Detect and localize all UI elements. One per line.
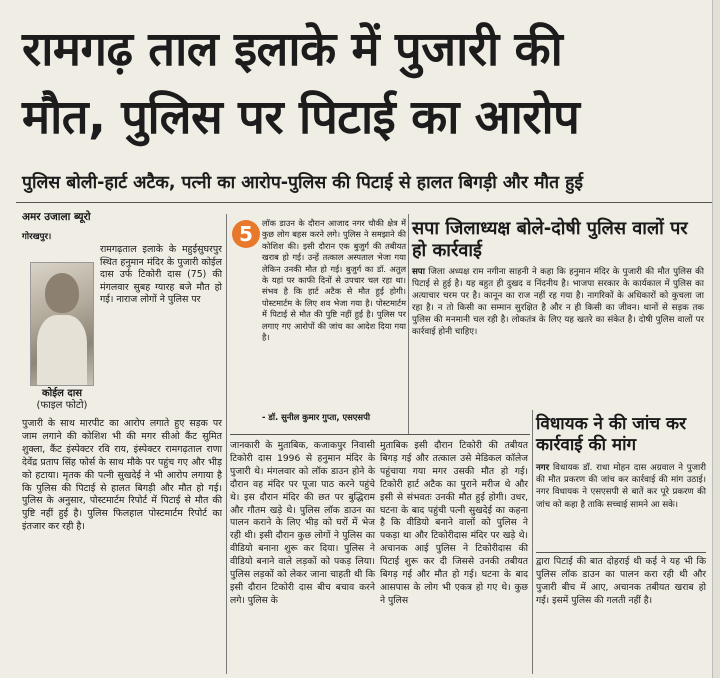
sp-president-body — [412, 266, 704, 338]
column-3-body: मुताबिक इसी दौरान टिकोरी की तबीयत बिगड़ गई और तत्काल उसे मेडिकल कॉलेज पहुंचाया गया मगर उसकी मौत हो गई। टिकोरी हार्ट अटैक का पुराने मरीज थे और इसी से संभवतः उनकी मौत हुई होगी। उधर, घटना के बाद पहुंची पत्नी सुखदेई का कहना है कि वीडियो बनाने वालों को पुलिस ने पकड़ा था और टिकोरीदास मंदिर पर खड़े थे। अचानक आई पुलिस ने टिकोरीदास की पिटाई शुरू कर दी जिससे उनकी तबीयत बिगड़ गई और मौत हो गई। घटना के बाद आसपास के लोग भी एकत्र हो गए थे। कुछ ने पुलिस — [380, 440, 528, 606]
mla-headline: विधायक ने की जांच कर कार्रवाई की मांग — [536, 414, 687, 455]
priest-photo — [30, 262, 94, 386]
divider — [230, 434, 530, 435]
column-divider — [226, 214, 227, 674]
photo-caption-name: कोईल दास — [41, 388, 83, 399]
headline — [22, 16, 712, 152]
byline: अमर उजाला ब्यूरो — [22, 211, 91, 223]
column-4-body: द्वारा पिटाई की बात दोहराई थी कई ने यह भी कि पुलिस लॉक डाउन का पालन करा रही थी और पुजारी बीच में आए, अचानक तबीयत खराब हो गई। इसमें पुलिस की गलती नहीं है। — [536, 556, 706, 606]
adjacent-page-edge — [712, 0, 720, 678]
column-2-body: जानकारी के मुताबिक, कजाकपुर निवासी टिकोरी दास 1996 से हनुमान मंदिर के पुजारी थे। मंगलवार को लॉक डाउन होने के दौरान वह मंदिर पर पूजा पाठ करने पहुंचे थे। इस दौरान मंदिर की छत पर बुद्धिराम और गौतम खड़े थे। पुलिस लॉक डाउन का पालन कराने के लिए भीड़ को घरों में भेज रही थी। इसी दौरान कुछ लोगों ने पुलिस का वीडियो बनाना शुरू कर दिया। पुलिस ने वीडियो बनाने वाले लड़कों को पकड़ लिया। पुलिस लड़कों को लेकर जाना चाहती थी कि इसी दौरान टिकोरी दास बीच बचाव करने लगे। पुलिस के — [230, 440, 375, 606]
divider — [16, 202, 714, 203]
mla-lead: नगर — [536, 463, 550, 473]
mla-text: विधायक डॉ. राधा मोहन दास अग्रवाल ने पुजारी की मौत प्रकरण की जांच कर कार्रवाई की मांग उठाई। नगर विधायक ने एसएसपी से बातें कर पूरे प्रकरण की जांच को कहा है ताकि सच्चाई सामने आ सके। — [536, 463, 707, 510]
sp-lead: सपा — [412, 267, 425, 277]
subheadline: पुलिस बोली-हार्ट अटैक, पत्नी का आरोप-पुलिस की पिटाई से हालत बिगड़ी और मौत हुई — [22, 173, 584, 193]
headline-line-2: मौत, पुलिस पर पिटाई का आरोप — [22, 90, 580, 145]
column-divider — [408, 214, 409, 434]
intro-paragraph — [22, 232, 222, 244]
headline-line-1: रामगढ़ ताल इलाके में पुजारी की — [22, 22, 563, 77]
photo-caption — [22, 388, 102, 412]
dateline: गोरखपुर। — [22, 232, 52, 242]
sp-president-headline: सपा जिलाध्यक्ष बोले-दोषी पुलिस वालों पर हो कार्रवाई — [412, 218, 688, 261]
ssp-quote-author: - डॉ. सुनील कुमार गुप्ता, एसएसपी — [262, 412, 371, 422]
ssp-quote-text: लॉक डाउन के दौरान आजाद नगर चौकी क्षेत्र में कुछ लोग बहस करने लगे। पुलिस ने समझाने की कोशिश की। इसी दौरान एक बुजुर्ग की तबीयत खराब हो गई। उन्हें तत्काल अस्पताल भेजा गया लेकिन उनकी मौत हो गई। बुजुर्ग का डॉ. अतुल के यहां पर काफी दिनों से उपचार चल रहा था। संभव है कि हार्ट अटैक से मौत हुई होगी। पोस्टमार्टम के लिए शव भेजा गया है। पोस्टमार्टम में पिटाई से मौत की पुष्टि नहीं हुई है। पुलिस पर लगाए गए आरोपों की जांच का आदेश दिया गया है। — [262, 218, 406, 343]
photo-caption-note: (फाइल फोटो) — [36, 400, 88, 411]
divider — [536, 552, 706, 553]
column-divider — [532, 410, 533, 674]
sp-text: जिला अध्यक्ष राम नगीना साहनी ने कहा कि हनुमान मंदिर के पुजारी की मौत पुलिस की पिटाई से हुई है। यह बहुत ही दुखद व निंदनीय है। भाजपा सरकार के कार्यकाल में पुलिस का अत्याचार चरम पर है। कानून का राज नहीं रह गया है। नागरिकों के अधिकारों को कुचला जा रहा है। न तो किसी का सम्मान सुरक्षित है और न ही किसी का जीवन। थानों से सड़क तक पुलिस की मनमानी चल रही है। लोकतंत्र के लिए यह खतरे का संकेत है। दोषी पुलिस वालों पर कार्रवाई होनी चाहिए। — [412, 267, 704, 337]
column-1-body: पुजारी के साथ मारपीट का आरोप लगाते हुए सड़क पर जाम लगाने की कोशिश भी की मगर सीओ कैंट सुमित शुक्ला, कैंट इंस्पेक्टर रवि राय, इंस्पेक्टर रामगढ़ताल राणा देवेंद्र प्रताप सिंह फोर्स के साथ मौके पर पहुंच गए और भीड़ को हटाया। मृतक की पत्नी सुखदेई ने भी आरोप लगाया है कि पुलिस की पिटाई से हालत बिगड़ी और मौत हो गई। पुलिस के अनुसार, पोस्टमार्टम रिपोर्ट में पिटाई से मौत की पुष्टि नहीं हुई है। पुलिस फिलहाल पोस्टमार्टम रिपोर्ट का इंतजार कर रही है। — [22, 418, 222, 533]
quote-icon: 5 — [232, 220, 260, 248]
mla-body — [536, 462, 706, 511]
intro-text: रामगढ़ताल इलाके के महुईसुघरपुर स्थित हनुमान मंदिर के पुजारी कोईल दास उर्फ टिकोरी दास (75) की मंगलवार सुबह ग्यारह बजे मौत हो गई। नाराज लोगों ने पुलिस पर — [100, 244, 222, 306]
